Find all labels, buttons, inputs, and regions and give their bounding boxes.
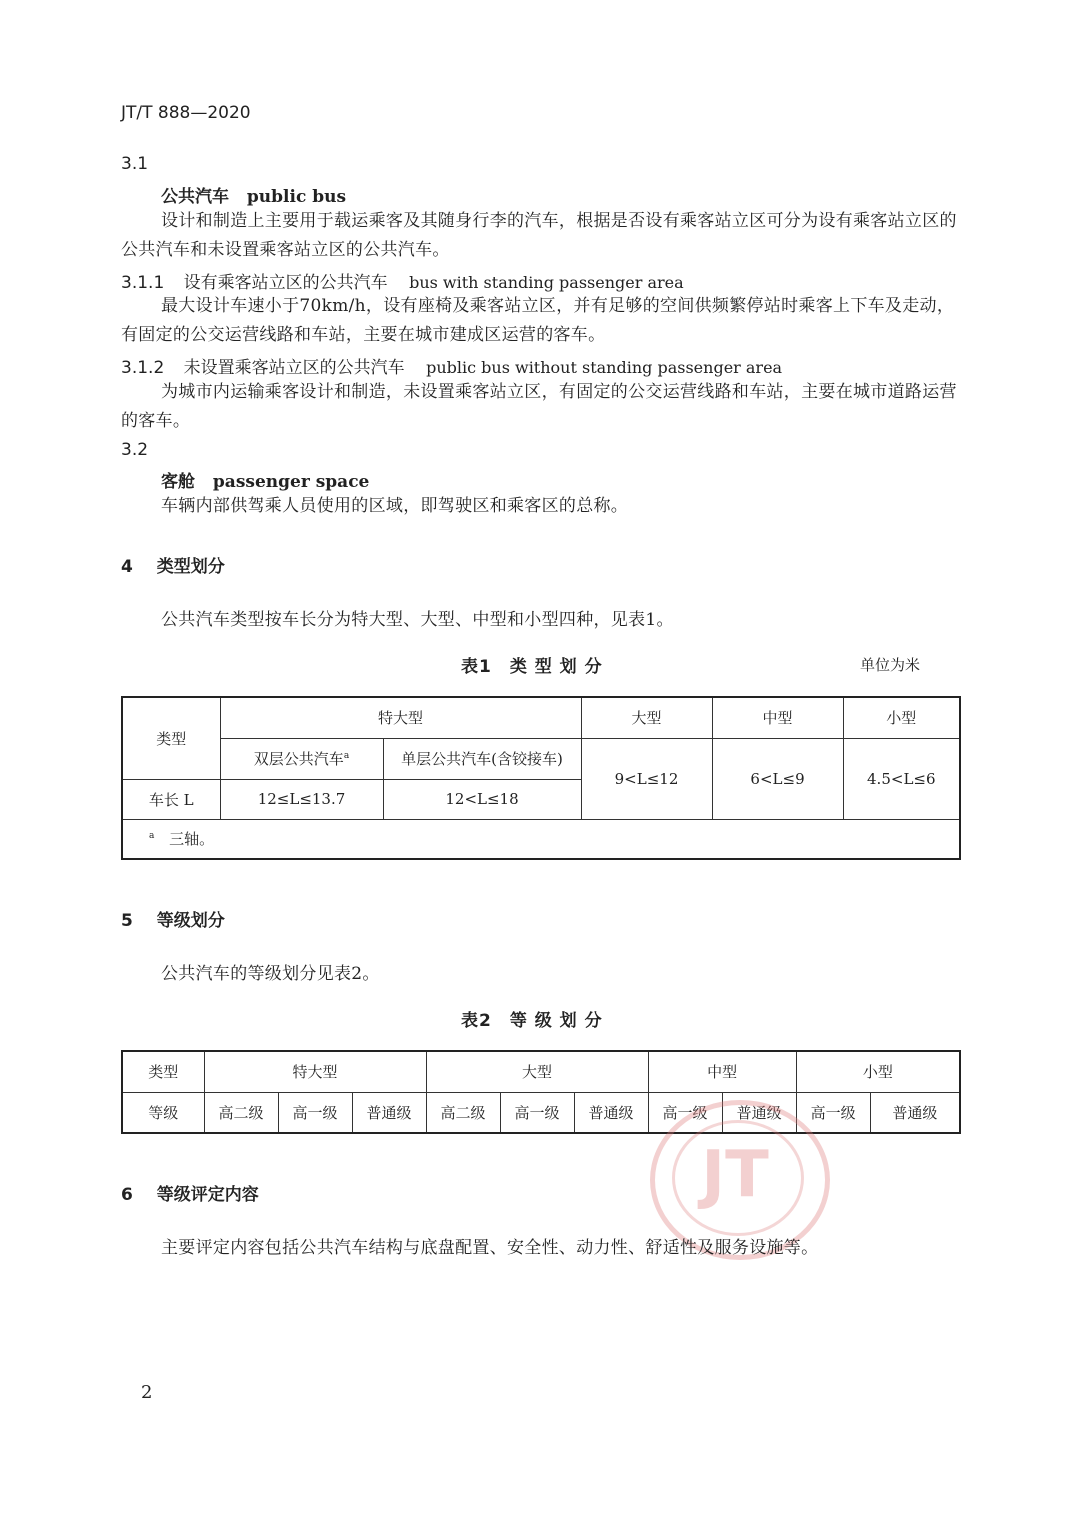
- table2-grade-cell: 高一级: [796, 1092, 870, 1133]
- section-5-text: 公共汽车的等级划分见表2。: [161, 964, 380, 984]
- clause-number-3-2: 3.2: [121, 440, 149, 460]
- table1-val-l: 9<L≤12: [581, 738, 712, 819]
- clause-number-3-1: 3.1: [121, 154, 149, 174]
- table2-caption: 表2 等 级 划 分: [461, 1011, 603, 1031]
- term-en: bus with standing passenger area: [409, 273, 684, 292]
- section-4-heading: [121, 552, 225, 577]
- term-cn: 未设置乘客站立区的公共汽车: [183, 358, 405, 378]
- table1-val-m: 6<L≤9: [712, 738, 843, 819]
- term-bus-standing: [121, 268, 684, 293]
- note-text: 三轴。: [169, 830, 215, 849]
- table1-sub-single: 单层公共汽车(含铰接车): [383, 738, 581, 779]
- table1-val-s: 4.5<L≤6: [843, 738, 960, 819]
- standard-code: JT/T 888—2020: [121, 103, 251, 123]
- definition-bus-no-standing: 为城市内运输乘客设计和制造，未设置乘客站立区，有固定的公交运营线路和车站，主要在城市道路运营的客车。: [121, 382, 957, 431]
- section-6-text: 主要评定内容包括公共汽车结构与底盘配置、安全性、动力性、舒适性及服务设施等。: [161, 1238, 819, 1258]
- definition-passenger-space: 车辆内部供驾乘人员使用的区域，即驾驶区和乘客区的总称。: [161, 496, 629, 516]
- table2-grade-cell: 高一级: [278, 1092, 352, 1133]
- table1-unit: 单位为米: [860, 656, 921, 674]
- table1-col-l: 大型: [581, 697, 712, 738]
- table1-type-label: 类型: [122, 697, 220, 779]
- term-cn: 设有乘客站立区的公共汽车: [183, 273, 388, 293]
- definition-bus-standing: 最大设计车速小于70km/h，设有座椅及乘客站立区，并有足够的空间供频繁停站时乘客上下车及走动，有固定的公交运营线路和车站，主要在城市建成区运营的客车。: [121, 296, 955, 345]
- table2-grade-cell: 高二级: [426, 1092, 500, 1133]
- table1-caption: 表1 类 型 划 分: [461, 657, 603, 677]
- term-en: public bus: [246, 187, 347, 207]
- table2-grade-cell: 普通级: [870, 1092, 960, 1133]
- section-4-text: 公共汽车类型按车长分为特大型、大型、中型和小型四种，见表1。: [161, 610, 674, 630]
- table2-grade-cell: 普通级: [574, 1092, 648, 1133]
- sub-double-label: 双层公共汽车: [253, 750, 344, 768]
- table2-grade-cell: 高二级: [204, 1092, 278, 1133]
- table1-row-label: 车长 L: [122, 779, 220, 819]
- table2-grade-cell: 普通级: [722, 1092, 796, 1133]
- section-title: 类型划分: [156, 557, 225, 577]
- footnote-mark: a: [343, 751, 350, 761]
- section-5-heading: [121, 906, 225, 931]
- section-title: 等级评定内容: [156, 1185, 259, 1205]
- table2-col-m: 中型: [648, 1051, 796, 1092]
- term-bus-no-standing: [121, 353, 782, 378]
- table1-col-xl: 特大型: [220, 697, 581, 738]
- table2-grade-label: 等级: [122, 1092, 204, 1133]
- table2-col-xl: 特大型: [204, 1051, 426, 1092]
- table2-grade-cell: 高一级: [648, 1092, 722, 1133]
- table1-val-single: 12<L≤18: [383, 779, 581, 819]
- table2-col-l: 大型: [426, 1051, 648, 1092]
- table2-grade-cell: 高一级: [500, 1092, 574, 1133]
- table1-val-double: 12≤L≤13.7: [220, 779, 383, 819]
- table2-col-s: 小型: [796, 1051, 960, 1092]
- term-cn: 客舱: [161, 472, 195, 492]
- table1-sub-double: [220, 738, 383, 779]
- section-title: 等级划分: [156, 911, 225, 931]
- table2: [121, 1050, 961, 1134]
- table2-grade-cell: 普通级: [352, 1092, 426, 1133]
- definition-public-bus: 设计和制造上主要用于载运乘客及其随身行李的汽车，根据是否设有乘客站立区可分为设有乘客站立区的公共汽车和未设置乘客站立区的公共汽车。: [121, 211, 957, 260]
- table1-col-s: 小型: [843, 697, 960, 738]
- table2-type-label: 类型: [122, 1051, 204, 1092]
- watermark-stamp-text: JT: [701, 1138, 769, 1212]
- page-number: 2: [141, 1382, 153, 1403]
- section-number: 6: [121, 1185, 133, 1205]
- section-6-heading: [121, 1180, 259, 1205]
- term-en: public bus without standing passenger area: [426, 358, 783, 377]
- note-mark: a: [149, 831, 155, 842]
- section-number: 4: [121, 557, 133, 577]
- term-passenger-space: [161, 467, 369, 492]
- table1-note: [122, 819, 960, 859]
- term-en: passenger space: [212, 472, 370, 492]
- term-cn: 公共汽车: [161, 187, 229, 207]
- table1: [121, 696, 961, 860]
- clause-number-3-1-2: 3.1.2: [121, 358, 165, 378]
- term-public-bus: [161, 182, 346, 207]
- table1-col-m: 中型: [712, 697, 843, 738]
- section-number: 5: [121, 911, 133, 931]
- clause-number-3-1-1: 3.1.1: [121, 273, 165, 293]
